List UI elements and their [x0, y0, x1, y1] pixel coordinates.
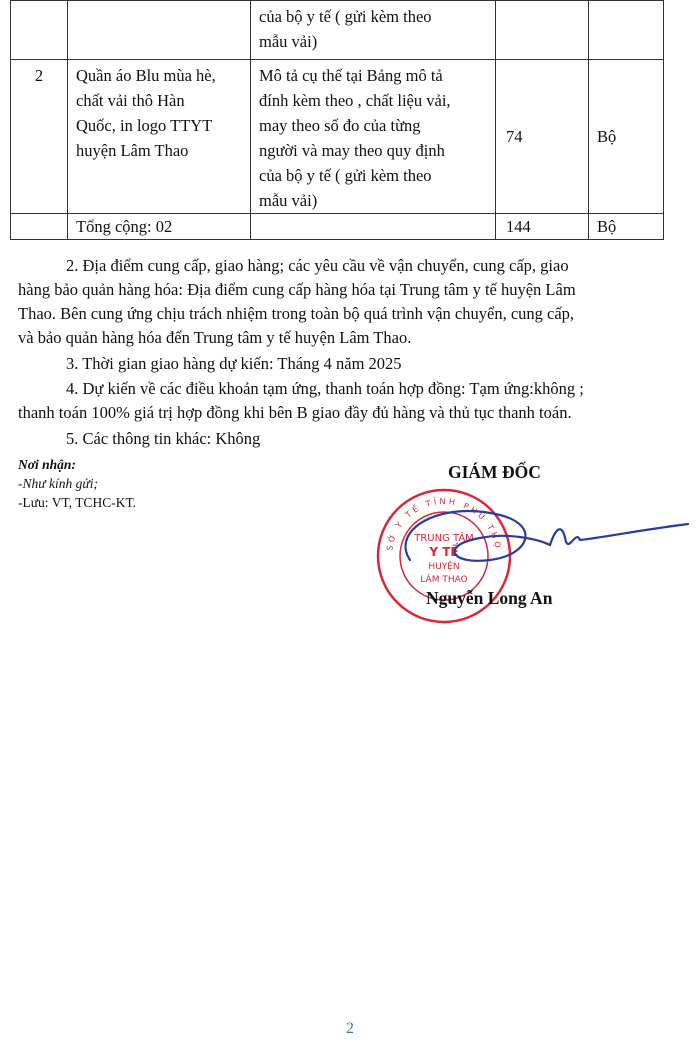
signer-title: GIÁM ĐỐC — [448, 462, 541, 482]
recipients-block — [18, 455, 136, 512]
svg-text:TRUNG TÂM: TRUNG TÂM — [414, 533, 474, 544]
signer-name: Nguyễn Long An — [426, 588, 553, 608]
table-row — [11, 1, 664, 60]
paragraph-2: 2. Địa điểm cung cấp, giao hàng; các yêu cầu về vận chuyển, cung cấp, giao hàng bảo quản hàng hóa: Địa điểm cung cấp hàng hóa tại Trung tâm y tế huyện Lâm Thao. Bên cung ứng chịu trách nhiệm trong toàn bộ quá trình vận chuyển, cung cấp, và bảo quản hàng hóa đến Trung tâm y tế huyện Lâm Thao. — [18, 256, 576, 347]
total-label: Tổng cộng: 02 — [68, 214, 251, 240]
svg-text:HUYỆN: HUYỆN — [428, 562, 460, 572]
recipient-line: -Lưu: VT, TCHC-KT. — [18, 495, 137, 510]
paragraph-4: 4. Dự kiến về các điều khoản tạm ứng, thanh toán hợp đồng: Tạm ứng:không ; thanh toán 100% giá trị hợp đồng khi bên B giao đầy đủ hàng và thủ tục thanh toán. — [18, 379, 584, 422]
recipient-line: -Như kính gửi; — [18, 476, 98, 491]
total-unit: Bộ — [589, 214, 664, 240]
total-row — [11, 214, 664, 240]
recipients-heading: Nơi nhận: — [18, 457, 76, 472]
paragraph-5: 5. Các thông tin khác: Không — [66, 429, 261, 448]
svg-text:SỞ Y TẾ TỈNH PHÚ THỌ: SỞ Y TẾ TỈNH PHÚ THỌ — [385, 496, 503, 552]
stt-cell: 2 — [11, 60, 68, 214]
table-row — [11, 60, 664, 214]
svg-text:Y TẾ: Y TẾ — [429, 545, 459, 559]
unit-cell: Bộ — [589, 60, 664, 214]
svg-text:LÂM THAO: LÂM THAO — [420, 575, 468, 585]
item-name-cell: Quần áo Blu mùa hè, chất vải thô Hàn Quốc, in logo TTYT huyện Lâm Thao — [68, 60, 251, 214]
total-quantity: 144 — [496, 214, 589, 240]
page-number: 2 — [346, 1020, 354, 1037]
items-table — [10, 0, 664, 240]
quantity-cell: 74 — [496, 60, 589, 214]
signature-scribble — [380, 490, 690, 580]
description-cell: của bộ y tế ( gửi kèm theo mẫu vải) — [251, 1, 496, 60]
paragraph-3: 3. Thời gian giao hàng dự kiến: Tháng 4 năm 2025 — [66, 354, 402, 373]
description-cell: Mô tả cụ thể tại Bảng mô tả đính kèm theo , chất liệu vải, may theo số đo của từng người và may theo quy định của bộ y tế ( gửi kèm theo mẫu vải) — [251, 60, 496, 214]
